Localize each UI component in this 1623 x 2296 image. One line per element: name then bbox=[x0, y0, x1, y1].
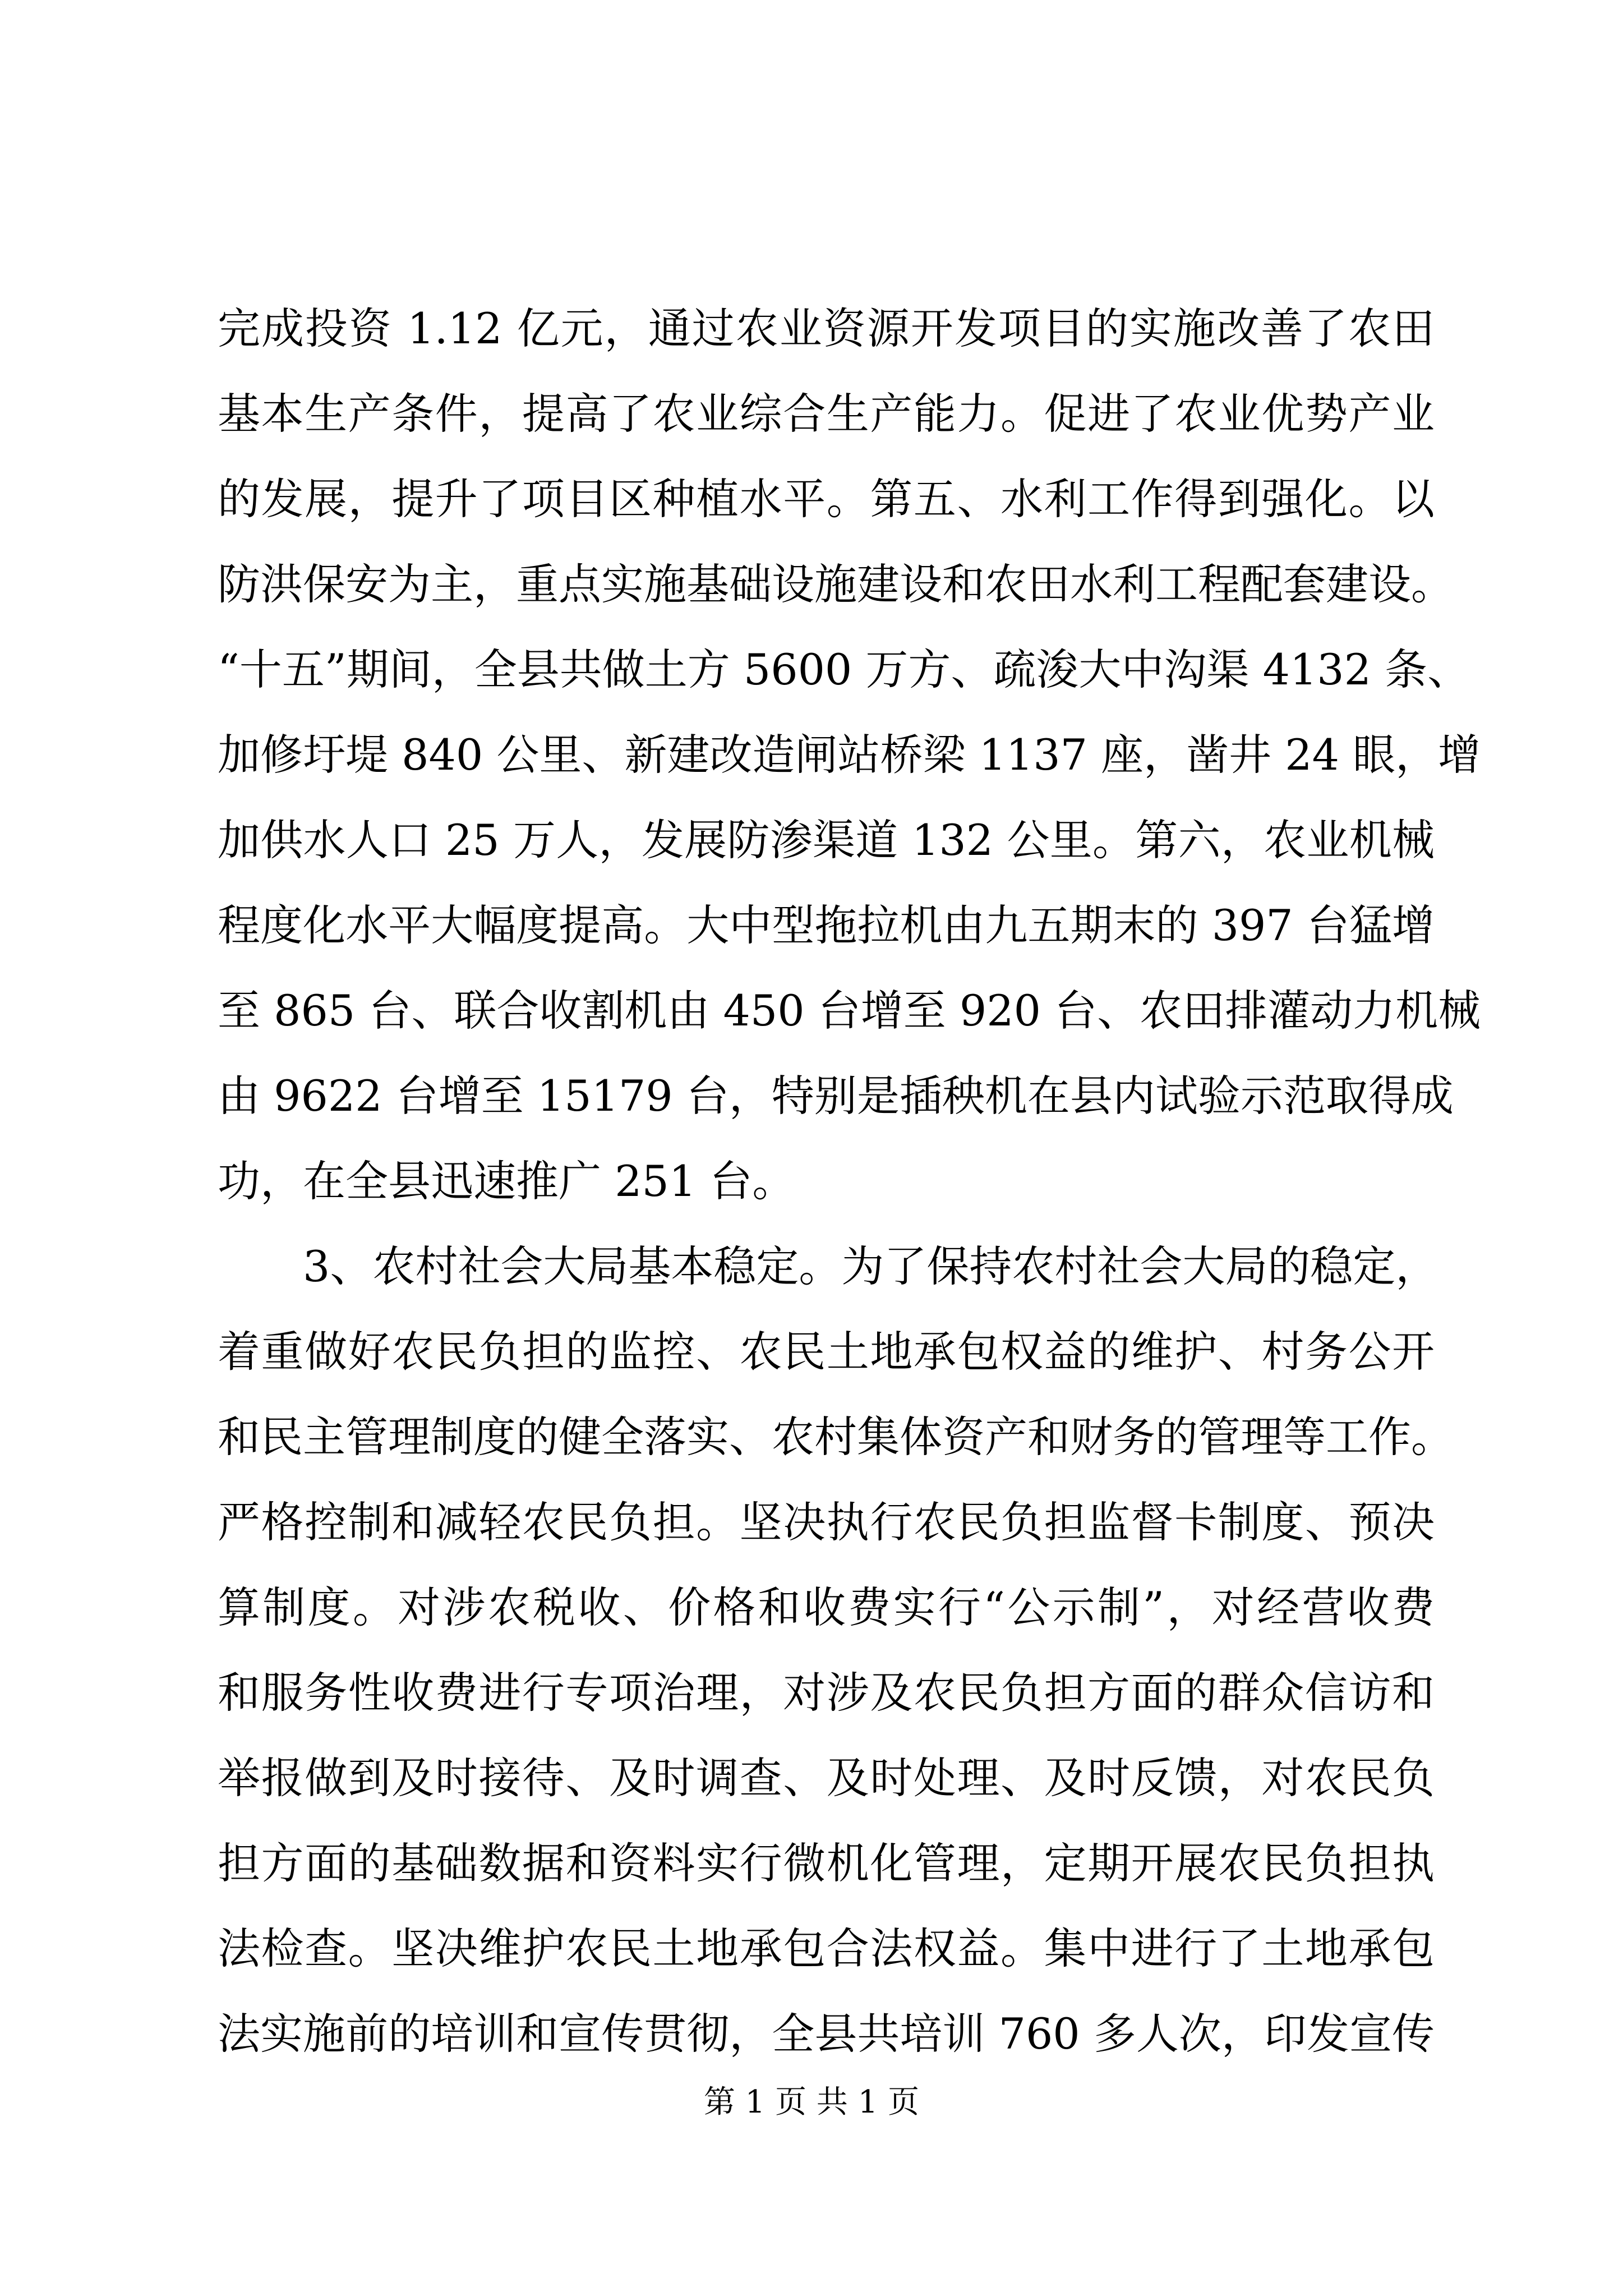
text-line: 基本生产条件，提高了农业综合生产能力。促进了农业优势产业 bbox=[218, 389, 1435, 439]
text-line: 法实施前的培训和宣传贯彻，全县共培训 760 多人次，印发宣传 bbox=[218, 2009, 1435, 2059]
page-footer bbox=[0, 2080, 1623, 2125]
text-line: 功，在全县迅速推广 251 台。 bbox=[218, 1156, 795, 1206]
text-line: 由 9622 台增至 15179 台，特别是插秧机在县内试验示范取得成 bbox=[218, 1071, 1454, 1121]
paragraph-1 bbox=[218, 286, 1481, 1224]
text-line: 加供水人口 25 万人，发展防渗渠道 132 公里。第六，农业机械 bbox=[218, 815, 1435, 865]
text-line: 至 865 台、联合收割机由 450 台增至 920 台、农田排灌动力机械 bbox=[218, 986, 1481, 1036]
document-body bbox=[218, 286, 1481, 2077]
text-line: 着重做好农民负担的监控、农民土地承包权益的维护、村务公开 bbox=[218, 1327, 1435, 1377]
text-line: 和民主管理制度的健全落实、农村集体资产和财务的管理等工作。 bbox=[218, 1412, 1454, 1462]
text-line: 防洪保安为主，重点实施基础设施建设和农田水利工程配套建设。 bbox=[218, 559, 1454, 609]
text-line: 加修圩堤 840 公里、新建改造闸站桥梁 1137 座，凿井 24 眼，增 bbox=[218, 730, 1481, 780]
text-line: 担方面的基础数据和资料实行微机化管理，定期开展农民负担执 bbox=[218, 1838, 1435, 1888]
paragraph-2 bbox=[218, 1224, 1454, 2077]
text-line: 举报做到及时接待、及时调查、及时处理、及时反馈，对农民负 bbox=[218, 1753, 1435, 1803]
page-number-label: 第 1 页 共 1 页 bbox=[703, 2084, 920, 2120]
text-line: 的发展，提升了项目区种植水平。第五、水利工作得到强化。以 bbox=[218, 474, 1435, 524]
text-line: 和服务性收费进行专项治理，对涉及农民负担方面的群众信访和 bbox=[218, 1668, 1435, 1718]
text-line: 算制度。对涉农税收、价格和收费实行“公示制”，对经营收费 bbox=[218, 1582, 1435, 1632]
text-line: “十五”期间，全县共做土方 5600 万方、疏浚大中沟渠 4132 条、 bbox=[218, 645, 1470, 694]
text-line: 严格控制和减轻农民负担。坚决执行农民负担监督卡制度、预决 bbox=[218, 1497, 1435, 1547]
text-line: 法检查。坚决维护农民土地承包合法权益。集中进行了土地承包 bbox=[218, 1924, 1435, 1973]
text-line: 完成投资 1.12 亿元，通过农业资源开发项目的实施改善了农田 bbox=[218, 303, 1435, 353]
text-line: 3、农村社会大局基本稳定。为了保持农村社会大局的稳定， bbox=[303, 1241, 1438, 1291]
text-line: 程度化水平大幅度提高。大中型拖拉机由九五期末的 397 台猛增 bbox=[218, 900, 1435, 950]
